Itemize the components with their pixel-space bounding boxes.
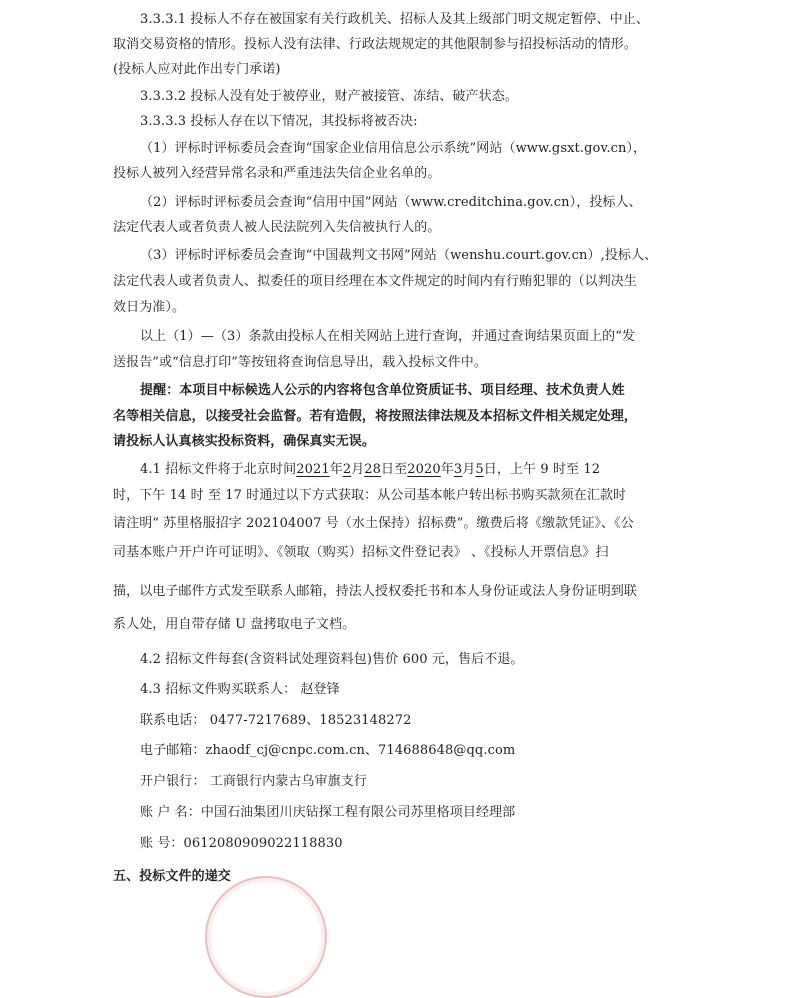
start-month: 2: [342, 462, 352, 477]
bank-line: 开户银行： 工商银行内蒙古乌审旗支行: [140, 774, 367, 789]
text-line: 投标人被列入经营异常名录和严重违法失信企业名单的。: [113, 166, 441, 181]
reminder-line: 请投标人认真核实投标资料，确保真实无误。: [113, 434, 376, 449]
month-label: 月: [351, 462, 365, 477]
section-heading: 五、投标文件的递交: [113, 869, 231, 884]
to-label: 至: [394, 462, 408, 477]
contact-person-line: 4.3 招标文件购买联系人： 赵登锋: [140, 682, 340, 697]
account-number-line: 账 号：0612080909022118830: [140, 836, 343, 851]
reminder-line: 提醒：本项目中标候选人公示的内容将包含单位资质证书、项目经理、技术负责人姓: [140, 383, 625, 398]
end-day: 5: [475, 462, 484, 477]
text-line: 3.3.3.2 投标人没有处于被停业，财产被接管、冻结、破产状态。: [140, 89, 518, 104]
text-line: 司基本账户开户许可证明》、《领取（购买）招标文件登记表》 、《投标人开票信息》扫: [113, 545, 609, 560]
text-line: 法定代表人或者负责人被人民法院列入失信被执行人的。: [113, 220, 441, 235]
end-month: 3: [453, 462, 463, 477]
phone-line: 联系电话： 0477-7217689、18523148272: [140, 713, 412, 728]
text-line: 以上（1）—（3）条款由投标人在相关网站上进行查询，并通过查询结果页面上的“发: [140, 329, 636, 344]
seal-stamp: [205, 876, 327, 998]
email-line: 电子邮箱：zhaodf_cj@cnpc.com.cn、714688648@qq.com: [140, 743, 516, 758]
text-line: 3.3.3.3 投标人存在以下情况，其投标将被否决:: [140, 114, 418, 129]
year-label: 年: [440, 462, 454, 477]
month-label: 月: [462, 462, 476, 477]
text-line: 系人处，用自带存储 U 盘拷取电子文档。: [113, 617, 356, 632]
end-year: 2020: [407, 462, 441, 477]
text-line: 送报告”或“信息打印”等按钮将查询信息导出，载入投标文件中。: [113, 355, 487, 370]
text-line: （1）评标时评标委员会查询“国家企业信用信息公示系统”网站（www.gsxt.gov.cn），: [140, 141, 647, 156]
text-line: （2）评标时评标委员会查询“信用中国”网站（www.creditchina.gov.cn），投标人、: [140, 195, 642, 210]
year-label: 年: [329, 462, 343, 477]
account-name-line: 账 户 名：中国石油集团川庆钻探工程有限公司苏里格项目经理部: [140, 805, 516, 820]
text-line: (投标人应对此作出专门承诺): [113, 62, 281, 77]
text-line: 时，下午 14 时 至 17 时通过以下方式获取：从公司基本帐户转出标书购买款须在汇款时: [113, 488, 627, 503]
sale-prefix: 4.1 招标文件将于北京时间: [140, 462, 297, 477]
start-day: 28: [364, 462, 382, 477]
text-line: 描，以电子邮件方式发至联系人邮箱，持法人授权委托书和本人身份证或法人身份证明到联: [113, 584, 638, 599]
price-line: 4.2 招标文件每套(含资料试处理资料包)售价 600 元，售后不退。: [140, 652, 524, 667]
text-line: 3.3.3.1 投标人不存在被国家有关行政机关、招标人及其上级部门明文规定暂停、中止、: [140, 12, 649, 27]
text-line: 取消交易资格的情形。投标人没有法律、行政法规规定的其他限制参与招投标活动的情形。: [113, 37, 638, 52]
text-line: 法定代表人或者负责人、拟委任的项目经理在本文件规定的时间内有行贿犯罪的（以判决生: [113, 274, 638, 289]
text-line: 效日为准）。: [113, 300, 186, 315]
start-year: 2021: [296, 462, 330, 477]
text-line: 请注明“ 苏里格服招字 202104007 号（水土保持）招标费”。缴费后将《缴款凭证》、《公: [113, 516, 634, 531]
text-line: （3）评标时评标委员会查询“中国裁判文书网”网站（wenshu.court.gov.cn）,投标人、: [140, 248, 658, 263]
day-label: 日: [381, 462, 395, 477]
sale-period-line: [140, 460, 600, 480]
reminder-line: 名等相关信息，以接受社会监督。若有造假，将按照法律法规及本招标文件相关规定处理，: [113, 409, 638, 424]
sale-suffix: 日，上午 9 时至 12: [483, 462, 601, 477]
